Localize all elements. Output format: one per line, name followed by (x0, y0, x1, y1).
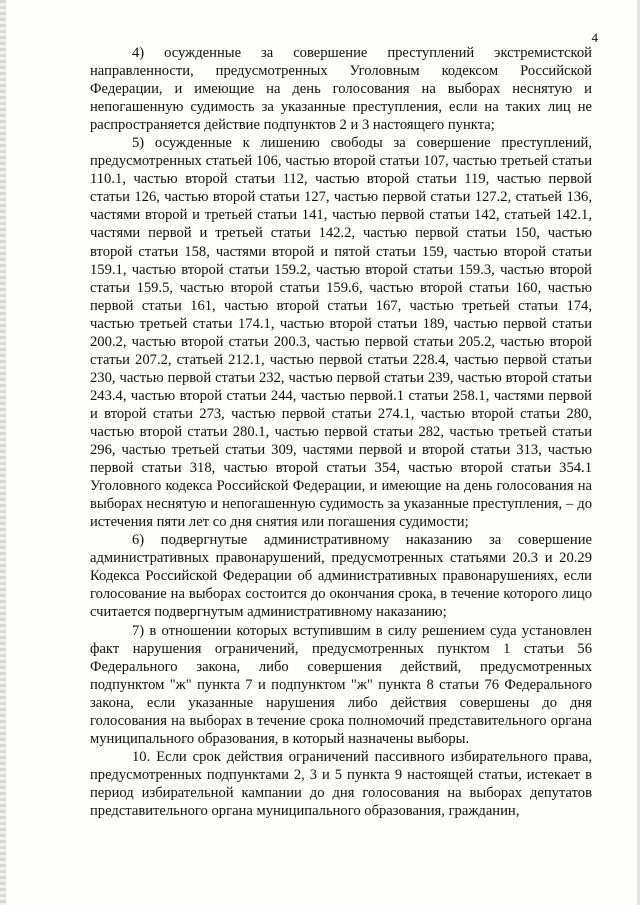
paragraph-item-6: 6) подвергнутые административному наказанию за совершение административных правонарушений, предусмотренных статьями 20.3 и 20.29 Кодекса Российской Федерации об административных правонарушениях, если голосование на выборах состоится до окончания срока, в течение которого лицо считается подвергнутым административному наказанию; (90, 532, 592, 621)
scan-edge-left (0, 0, 6, 905)
paragraph-item-7: 7) в отношении которых вступившим в силу решением суда установлен факт нарушения ограничений, предусмотренных пунктом 1 статьи 56 Федерального закона, либо совершения действий, предусмотренных подпунктом "ж" пункта 7 и подпунктом "ж" пункта 8 статьи 76 Федерального закона, если указанные нарушения либо действия совершены до дня голосования на выборах в течение срока полномочий представительного органа муниципального образования, в который назначены выборы. (90, 622, 592, 747)
page-number: 4 (591, 30, 598, 45)
paragraph-item-4: 4) осужденные за совершение преступлений экстремистской направленности, предусмотренных Уголовным кодексом Российской Федерации, и имеющие на день голосования на выборах неснятую и непогашенную судимость за указанные преступления, если на таких лиц не распространяется действие подпунктов 2 и 3 настоящего пункта; (90, 45, 592, 134)
paragraph-item-5: 5) осужденные к лишению свободы за совершение преступлений, предусмотренных статьей 106, частью второй статьи 107, частью третьей статьи 110.1, частью второй статьи 112, частью второй статьи 119, частью первой статьи 126, частью второй статьи 127, частью первой статьи 127.2, статьей 136, частями второй и третьей статьи 141, частью первой статьи 142, статьей 142.1, частями первой и третьей статьи 142.2, частью первой статьи 150, частью второй статьи 158, частями второй и пятой статьи 159, частью второй статьи 159.1, частью второй статьи 159.2, частью второй статьи 159.3, частью второй статьи 159.5, частью второй статьи 159.6, частью второй статьи 160, частью первой статьи 161, частью второй статьи 167, частью третьей статьи 174, частью третьей статьи 174.1, частью второй статьи 189, частью первой статьи 200.2, частью второй статьи 200.3, частью первой статьи 205.2, частью второй статьи 207.2, статьей 212.1, частью первой статьи 228.4, частью первой статьи 230, частью первой статьи 232, частью первой статьи 239, частью второй статьи 243.4, частью второй статьи 244, частью первой.1 статьи 258.1, частями первой и второй статьи 273, частью первой статьи 274.1, частью второй статьи 280, частью второй статьи 280.1, частью первой статьи 282, частью третьей статьи 296, частью третьей статьи 309, частями первой и второй статьи 313, частью первой статьи 318, частью второй статьи 354, частью второй статьи 354.1 Уголовного кодекса Российской Федерации, и имеющие на день голосования на выборах неснятую и непогашенную судимость за указанные преступления, – до истечения пяти лет со дня снятия или погашения судимости; (90, 135, 592, 531)
paragraph-clause-10: 10. Если срок действия ограничений пассивного избирательного права, предусмотренных подпунктами 2, 3 и 5 пункта 9 настоящей статьи, истекает в период избирательной кампании до дня голосования на выборах депутатов представительного органа муниципального образования, гражданин, (90, 748, 592, 819)
document-body (90, 44, 592, 820)
